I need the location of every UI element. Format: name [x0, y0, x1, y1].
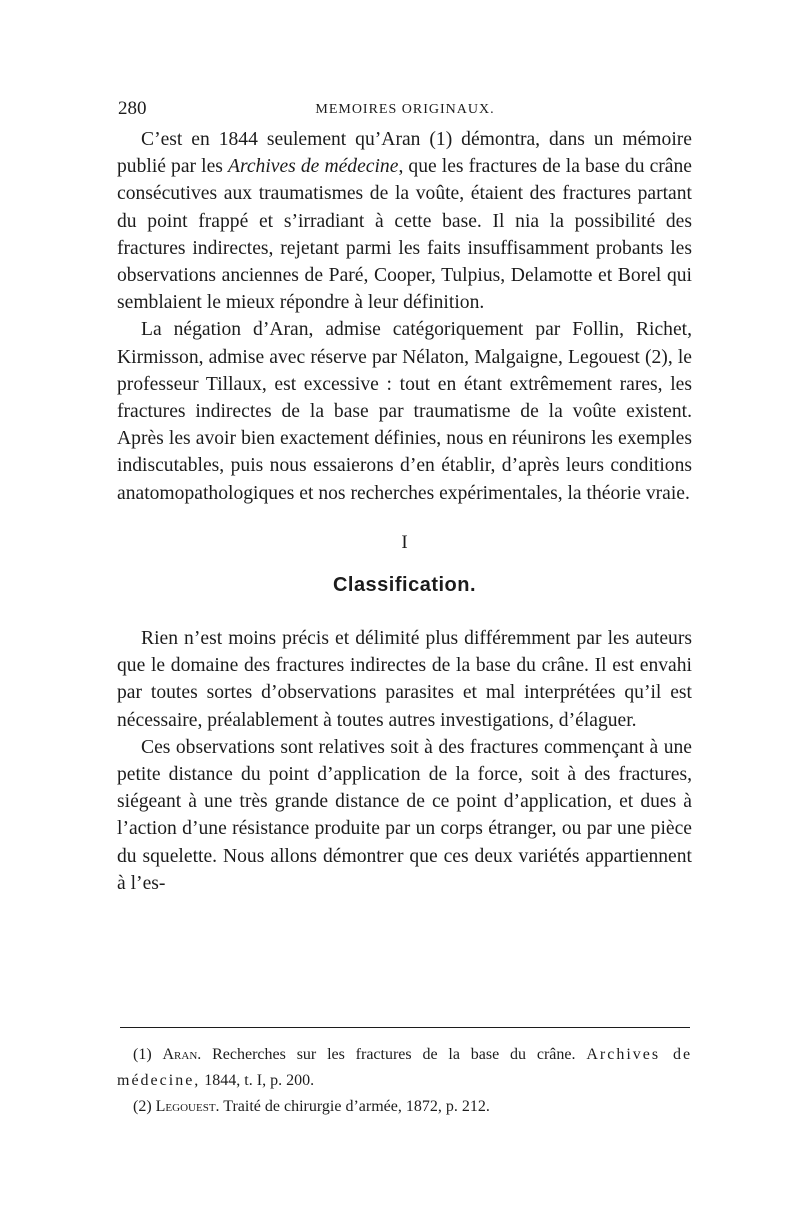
paragraph-classification-1: Rien n’est moins précis et délimité plus différemment par les auteurs que le domaine des fractures indirectes de la base du crâne. Il est envahi par toutes sortes d’observations parasites et mal interprétées qu’il est nécessaire, préalablement à toutes autres investigations, d’élaguer.: [117, 628, 692, 731]
section-title: Classification.: [332, 573, 477, 596]
paragraph-aran-end: , que les fractures de la base du crâne consécutives aux traumatismes de la voûte, étaient des fractures partant du point frappé et s’irradiant à cette base. Il nia la possibilité des fractures indirectes, rejetant parmi les faits insuffisamment probants les observations anciennes de Paré, Cooper, Tulpius, Delamotte et Borel qui semblaient le mieux répondre à leur définition.: [117, 156, 692, 314]
page-header: [118, 98, 692, 122]
footnote-1-marker: (1): [133, 1046, 152, 1063]
footnote-1-journal: Archives de médecine,: [117, 1046, 693, 1089]
footnote-1-author: Aran.: [162, 1046, 202, 1063]
journal-title-italic: Archives de médecine: [227, 156, 399, 178]
footnote-2-marker: (2): [133, 1098, 152, 1115]
footnote-2-text: Traité de chirurgie d’armée, 1872, p. 212.: [223, 1098, 490, 1115]
body-text: [117, 126, 692, 897]
paragraph-negation: La négation d’Aran, admise catégoriquement par Follin, Richet, Kirmisson, admise avec réserve par Nélaton, Malgaigne, Legouest (2), le professeur Tillaux, est excessive : tout en étant extrêmement rares, les fractures indirectes de la base par traumatisme de la voûte existent. Après les avoir bien exactement définies, nous en réunirons les exemples indiscutables, puis nous essaierons d’en établir, d’après leurs conditions anatomopathologiques et nos recherches expérimentales, la théorie vraie.: [117, 319, 692, 504]
footnote-2: [117, 1094, 692, 1120]
running-head: MEMOIRES ORIGINAUX.: [315, 102, 495, 117]
page-number: 280: [118, 98, 147, 119]
paragraph-classification-2: Ces observations sont relatives soit à des fractures commençant à une petite distance du point d’application de la force, soit à des fractures, siégeant à une très grande distance de ce point d’application, et dues à l’action d’une résistance produite par un corps étranger, ou par une pièce du squelette. Nous allons démontrer que ces deux variétés appartiennent à l’es-: [117, 736, 692, 894]
footnote-1-text: Recherches sur les fractures de la base du crâne.: [212, 1046, 576, 1063]
footnote-1-ref: 1844, t. I, p. 200.: [204, 1072, 315, 1089]
footnote-2-author: Legouest.: [155, 1098, 220, 1115]
footnote-rule: [120, 1027, 690, 1028]
footnotes: [117, 1042, 692, 1120]
section-number: I: [401, 531, 408, 553]
paragraph-aran: [117, 126, 692, 316]
paragraph-aran-start: C’est en 1844 seulement qu’Aran (1) démontra, dans un mémoire publié par les: [117, 129, 692, 178]
footnote-1: [117, 1042, 692, 1094]
